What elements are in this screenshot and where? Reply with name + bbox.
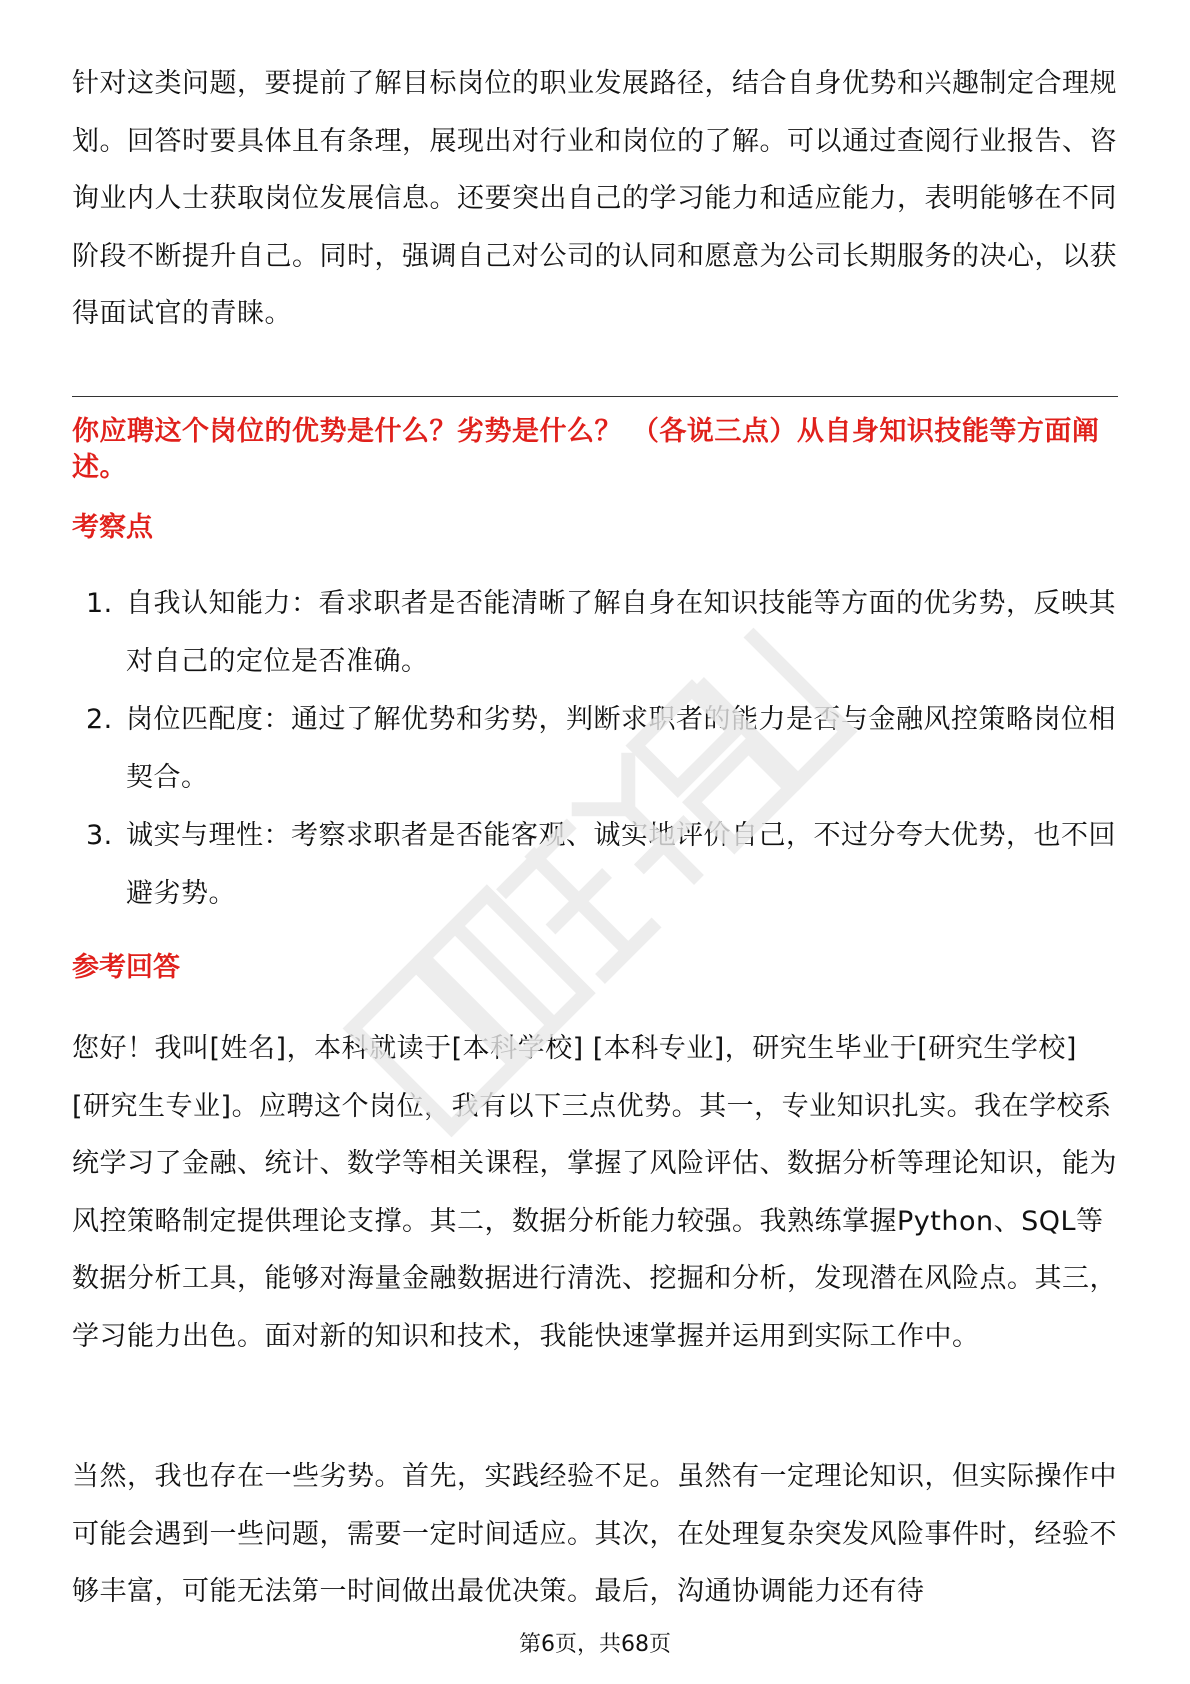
answer-paragraph-1: 您好！我叫[姓名]，本科就读于[本科学校] [本科专业]，研究生毕业于[研究生学校] [研究生专业]。应聘这个岗位，我有以下三点优势。其一，专业知识扎实。我在学校系统学习了金融、统计、数学等相关课程，掌握了风险评估、数据分析等理论知识，能为风控策略制定提供理论支撑。其二，数据分析能力较强。我熟练掌握Python、SQL等数据分析工具，能够对海量金融数据进行清洗、挖掘和分析，发现潜在风险点。其三，学习能力出色。面对新的知识和技术，我能快速掌握并运用到实际工作中。	[72, 1033, 1117, 1352]
list-number: 2.	[86, 704, 113, 735]
intro-paragraph: 针对这类问题，要提前了解目标岗位的职业发展路径，结合自身优势和兴趣制定合理规划。回答时要具体且有条理，展现出对行业和岗位的了解。可以通过查阅行业报告、咨询业内人士获取岗位发展信息。还要突出自己的学习能力和适应能力，表明能够在不同阶段不断提升自己。同时，强调自己对公司的认同和愿意为公司长期服务的决心，以获得面试官的青睐。	[72, 68, 1117, 329]
assessment-item-text: 自我认知能力：看求职者是否能清晰了解自身在知识技能等方面的优劣势，反映其对自己的定位是否准确。	[126, 588, 1116, 677]
assessment-item-2	[72, 691, 1118, 807]
section-divider	[72, 396, 1118, 397]
assessment-item-3	[72, 807, 1118, 923]
list-number: 1.	[86, 588, 113, 619]
page-footer: 第6页，共68页	[519, 1632, 671, 1657]
question-title: 你应聘这个岗位的优势是什么？劣势是什么？ （各说三点）从自身知识技能等方面阐述。	[72, 416, 1100, 483]
assessment-heading: 考察点	[72, 512, 153, 543]
assessment-item-1	[72, 575, 1118, 691]
assessment-item-text: 岗位匹配度：通过了解优势和劣势，判断求职者的能力是否与金融风控策略岗位相契合。	[126, 704, 1116, 793]
list-number: 3.	[86, 820, 113, 851]
answer-paragraph-2: 当然，我也存在一些劣势。首先，实践经验不足。虽然有一定理论知识，但实际操作中可能会遇到一些问题，需要一定时间适应。其次，在处理复杂突发风险事件时，经验不够丰富，可能无法第一时间做出最优决策。最后，沟通协调能力还有待	[72, 1461, 1117, 1607]
answer-heading: 参考回答	[72, 952, 180, 983]
assessment-list	[72, 575, 1118, 923]
assessment-item-text: 诚实与理性：考察求职者是否能客观、诚实地评价自己，不过分夸大优势，也不回避劣势。	[126, 820, 1116, 909]
